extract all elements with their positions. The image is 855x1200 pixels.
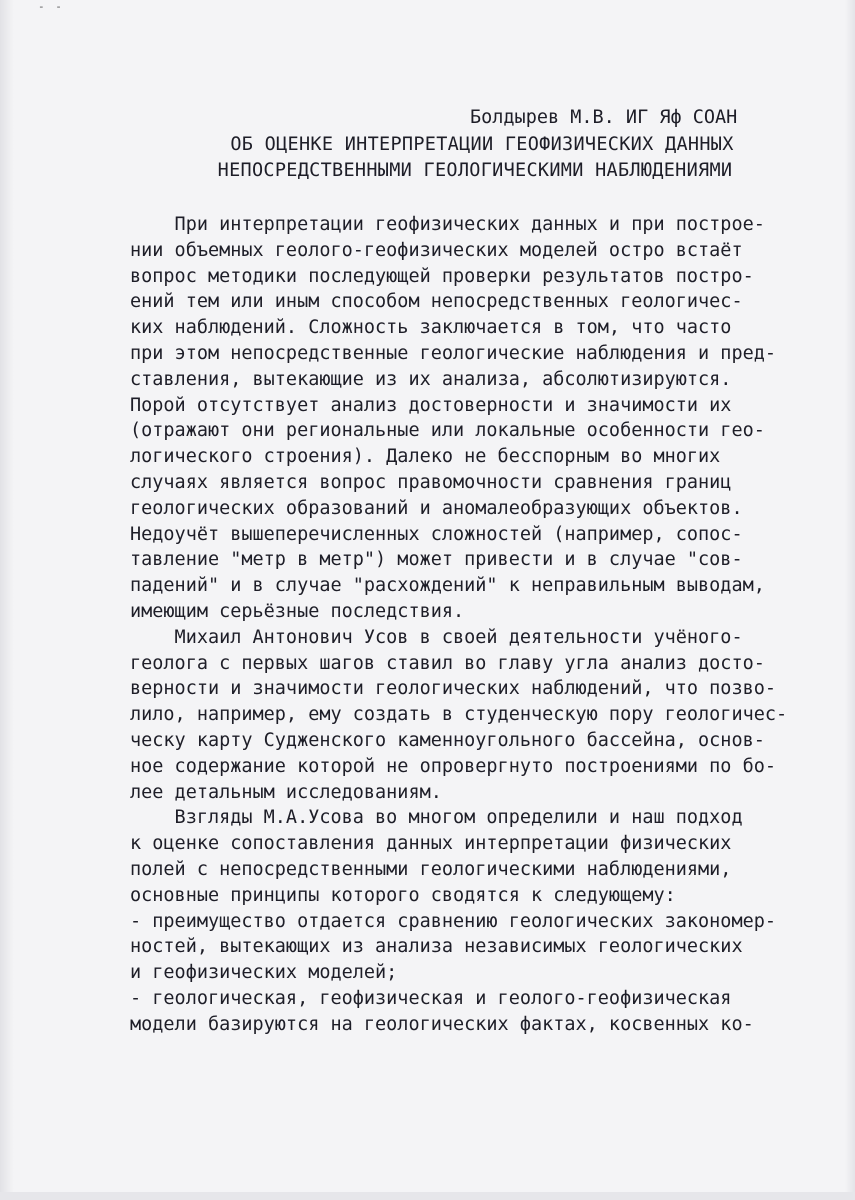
paper-edge-right xyxy=(845,0,855,1200)
body-line: - преимущество отдается сравнению геологических закономер- xyxy=(130,910,777,932)
title-line-2: НЕПОСРЕДСТВЕННЫМИ ГЕОЛОГИЧЕСКИМИ НАБЛЮДЕНИЯМИ xyxy=(217,160,733,181)
body-text xyxy=(130,212,820,1038)
body-line: - геологическая, геофизическая и геолого-геофизическая xyxy=(130,987,732,1009)
body-line: логического строения). Далеко не бесспорным во многих xyxy=(130,446,721,468)
body-line: ное содержание которой не опровергнуто построениями по бо- xyxy=(130,755,777,777)
body-line: Михаил Антонович Усов в своей деятельности учёного- xyxy=(130,626,743,648)
body-line: (отражают они региональные или локальные особенности гео- xyxy=(130,420,765,442)
body-line: лило, например, ему создать в студенческую пору геологичес- xyxy=(130,704,788,726)
paper-edge-bottom xyxy=(0,1192,855,1200)
typed-text-block xyxy=(130,104,820,1038)
body-line: Порой отсутствует анализ достоверности и значимости их xyxy=(130,394,732,416)
body-line: нии объемных геолого-геофизических моделей остро встаёт xyxy=(130,239,743,261)
body-line: имеющим серьёзные последствия. xyxy=(130,600,465,622)
body-line: ений тем или иным способом непосредственных геологичес- xyxy=(130,291,743,313)
body-line: модели базируются на геологических фактах, косвенных ко- xyxy=(130,1013,754,1035)
body-line: Взгляды М.А.Усова во многом определили и наш подход xyxy=(130,807,743,829)
body-line: геологических образований и аномалеобразующих объектов. xyxy=(130,497,743,519)
body-line: случаях является вопрос правомочности сравнения границ xyxy=(130,471,732,493)
body-line: тавление "метр в метр") может привести и в случае "сов- xyxy=(130,549,743,571)
author-line: Болдырев М.В. ИГ Яф СОАН xyxy=(470,107,738,128)
body-line: Недоучёт вышеперечисленных сложностей (например, сопос- xyxy=(130,523,743,545)
body-line: верности и значимости геологических наблюдений, что позво- xyxy=(130,678,777,700)
title-line-1: ОБ ОЦЕНКЕ ИНТЕРПРЕТАЦИИ ГЕОФИЗИЧЕСКИХ ДАННЫХ xyxy=(230,134,734,155)
body-line: падений" и в случае "расхождений" к неправильным выводам, xyxy=(130,575,765,597)
body-line: ческу карту Судженского каменноугольного бассейна, основ- xyxy=(130,729,765,751)
corner-mark: - - xyxy=(38,0,64,13)
body-line: При интерпретации геофизических данных и при построе- xyxy=(130,214,765,235)
body-line: к оценке сопоставления данных интерпретации физических xyxy=(130,833,732,855)
body-line: и геофизических моделей; xyxy=(130,962,398,984)
body-line: ставления, вытекающие из их анализа, абсолютизируются. xyxy=(130,368,732,390)
body-line: при этом непосредственные геологические наблюдения и пред- xyxy=(130,342,777,364)
body-line: полей с непосредственными геологическими наблюдениями, xyxy=(130,858,732,880)
body-line: геолога с первых шагов ставил во главу угла анализ досто- xyxy=(130,652,765,674)
body-line: основные принципы которого сводятся к следующему: xyxy=(130,884,676,906)
body-line: ностей, вытекающих из анализа независимых геологических xyxy=(130,936,743,958)
body-line: лее детальным исследованиям. xyxy=(130,781,442,803)
body-line: ких наблюдений. Сложность заключается в том, что часто xyxy=(130,317,732,339)
paper-edge-left xyxy=(0,0,14,1200)
body-line: вопрос методики последующей проверки результатов постро- xyxy=(130,265,754,287)
